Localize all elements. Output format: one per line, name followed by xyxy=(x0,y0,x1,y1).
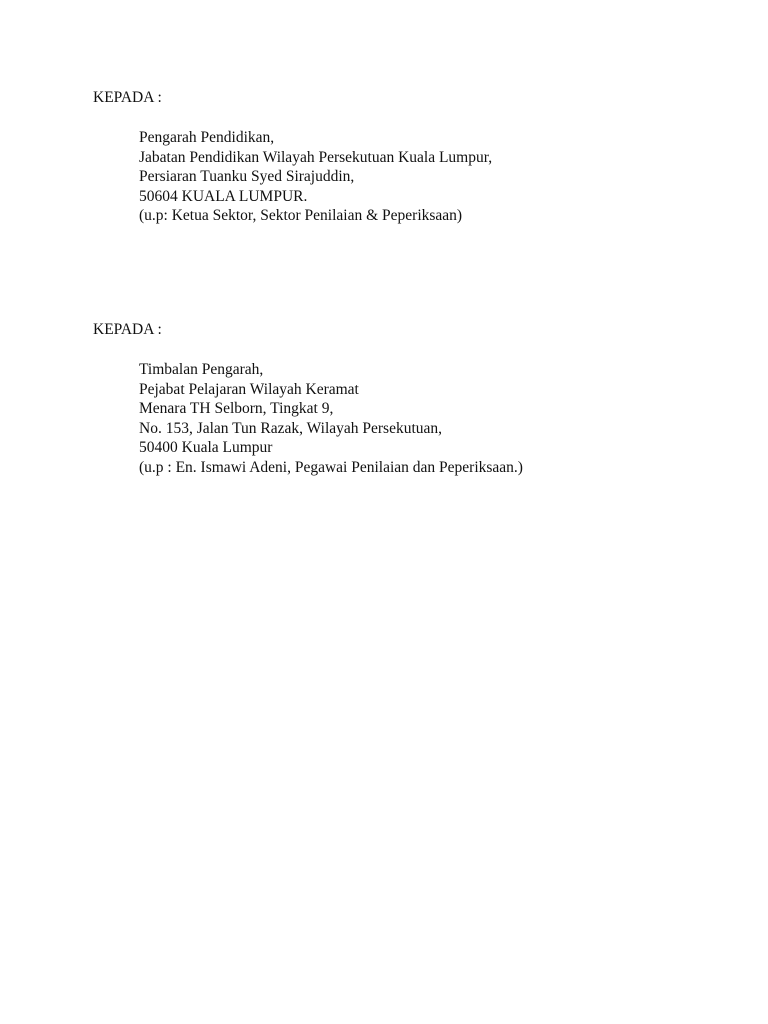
address-line: Pengarah Pendidikan, xyxy=(139,129,275,146)
address-line: Persiaran Tuanku Syed Sirajuddin, xyxy=(139,168,355,185)
address-line: Menara TH Selborn, Tingkat 9, xyxy=(139,400,334,417)
address-block xyxy=(139,128,733,226)
address-line: 50400 Kuala Lumpur xyxy=(139,439,273,456)
recipient-block-2 xyxy=(93,320,733,477)
address-line: Jabatan Pendidikan Wilayah Persekutuan Kuala Lumpur, xyxy=(139,148,493,166)
recipient-heading: KEPADA : xyxy=(93,321,162,338)
address-line: Pejabat Pelajaran Wilayah Keramat xyxy=(139,380,359,398)
address-line: (u.p: Ketua Sektor, Sektor Penilaian & Peperiksaan) xyxy=(139,207,463,224)
address-line: 50604 KUALA LUMPUR. xyxy=(139,187,308,205)
recipient-heading: KEPADA : xyxy=(93,89,162,106)
recipient-block-1 xyxy=(93,88,733,226)
address-line: Timbalan Pengarah, xyxy=(139,361,264,378)
address-line: (u.p : En. Ismawi Adeni, Pegawai Penilaian dan Peperiksaan.) xyxy=(139,458,523,476)
address-block xyxy=(139,360,733,477)
address-line: No. 153, Jalan Tun Razak, Wilayah Persekutuan, xyxy=(139,419,443,437)
